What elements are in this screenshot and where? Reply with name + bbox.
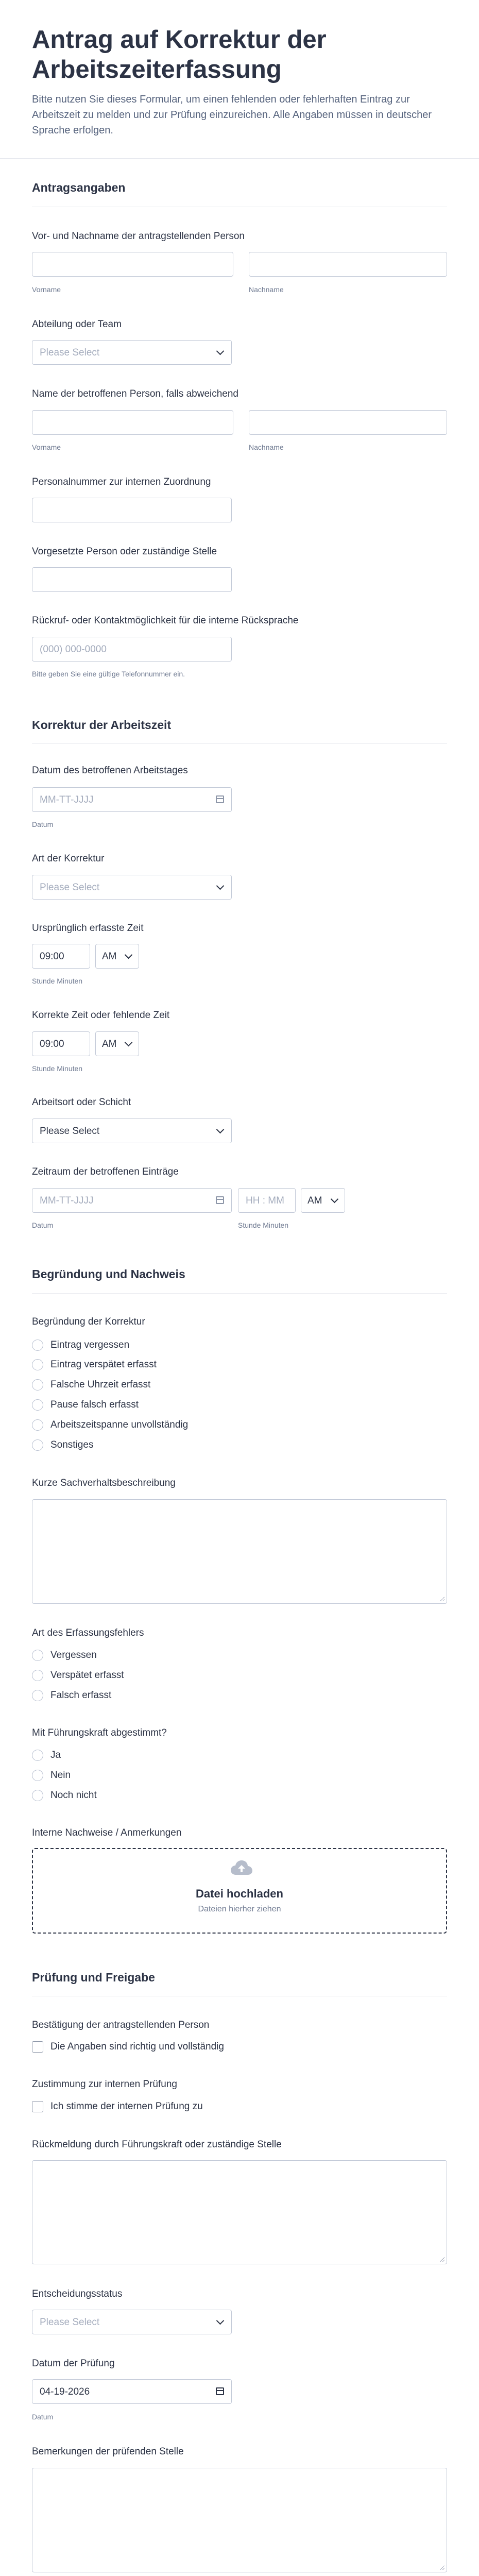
form-description: Bitte nutzen Sie dieses Formular, um einen fehlenden oder fehlerhaften Eintrag zur Arbeitszeit zu melden und zur Prüfung einzureichen. Alle Angaben müssen in deutscher Sprache erfolgen.: [32, 94, 432, 136]
section-title-pruefung: Prüfung und Freigabe: [32, 1971, 155, 1984]
reason-option[interactable]: [32, 1358, 157, 1371]
checkbox[interactable]: [32, 2041, 43, 2053]
agreed-option-label: Ja: [50, 1750, 61, 1760]
workday-date-input[interactable]: [32, 787, 232, 812]
agreed-option-label: Noch nicht: [50, 1790, 97, 1801]
radio-button[interactable]: [32, 1340, 43, 1351]
review-date-value: 04-19-2026: [40, 2386, 90, 2397]
error-option[interactable]: [32, 1689, 111, 1702]
range-date-sublabel: Datum: [32, 1221, 54, 1229]
applicant-name-label: Vor- und Nachname der antragstellenden Person: [32, 231, 245, 242]
radio-button[interactable]: [32, 1650, 43, 1661]
personnel-number-input[interactable]: [32, 498, 232, 522]
remarks-label: Bemerkungen der prüfenden Stelle: [32, 2446, 184, 2457]
reason-option-label: Eintrag vergessen: [50, 1340, 130, 1350]
review-date-input[interactable]: [32, 2379, 232, 2404]
confirmation-option-label: Die Angaben sind richtig und vollständig: [50, 2041, 224, 2052]
contact-label: Rückruf- oder Kontaktmöglichkeit für die interne Rücksprache: [32, 615, 299, 626]
reason-option-label: Falsche Uhrzeit erfasst: [50, 1379, 151, 1390]
radio-button[interactable]: [32, 1439, 43, 1451]
chevron-down-icon: [216, 1126, 225, 1134]
correct-time-sublabel: Stunde Minuten: [32, 1064, 83, 1073]
upload-subtitle: Dateien hierher ziehen: [198, 1905, 281, 1913]
error-type-label: Art des Erfassungsfehlers: [32, 1628, 144, 1638]
agreed-option-label: Nein: [50, 1770, 71, 1781]
affected-person-label: Name der betroffenen Person, falls abweichend: [32, 388, 239, 399]
reason-option[interactable]: [32, 1378, 150, 1392]
description-textarea[interactable]: [32, 1499, 447, 1604]
calendar-icon[interactable]: [216, 2387, 224, 2395]
original-time-label: Ursprünglich erfasste Zeit: [32, 923, 144, 934]
affected-last-name-sublabel: Nachname: [249, 443, 284, 451]
chevron-down-icon: [216, 2317, 225, 2325]
error-option[interactable]: [32, 1669, 124, 1682]
workday-date-sublabel: Datum: [32, 820, 54, 828]
correct-time-input[interactable]: [32, 1031, 90, 1056]
resize-handle-icon[interactable]: [439, 2257, 444, 2262]
review-date-sublabel: Datum: [32, 2413, 54, 2421]
chevron-down-icon: [125, 951, 133, 959]
header-divider: [0, 158, 479, 159]
range-time-sublabel: Stunde Minuten: [238, 1221, 289, 1229]
reason-label: Begründung der Korrektur: [32, 1316, 145, 1327]
supervisor-input[interactable]: [32, 567, 232, 592]
affected-first-name-sublabel: Vorname: [32, 443, 61, 451]
description-label: Kurze Sachverhaltsbeschreibung: [32, 1478, 176, 1488]
affected-first-name-input[interactable]: [32, 410, 233, 435]
reason-option[interactable]: [32, 1338, 129, 1352]
radio-button[interactable]: [32, 1670, 43, 1681]
correction-type-placeholder: Please Select: [40, 882, 100, 893]
feedback-textarea[interactable]: [32, 2160, 447, 2264]
review-date-label: Datum der Prüfung: [32, 2358, 115, 2369]
reason-option-label: Sonstiges: [50, 1439, 94, 1450]
range-time-input[interactable]: [238, 1188, 296, 1213]
reason-option[interactable]: [32, 1438, 93, 1452]
range-ampm-value: AM: [307, 1195, 322, 1206]
confirmation-label: Bestätigung der antragstellenden Person: [32, 2020, 210, 2030]
agreed-label: Mit Führungskraft abgestimmt?: [32, 1727, 167, 1738]
phone-input[interactable]: [32, 637, 232, 662]
correction-type-select[interactable]: [32, 875, 232, 900]
calendar-icon[interactable]: [216, 1196, 224, 1204]
consent-option-label: Ich stimme der internen Prüfung zu: [50, 2101, 203, 2112]
error-option-label: Falsch erfasst: [50, 1690, 112, 1701]
personnel-number-label: Personalnummer zur internen Zuordnung: [32, 477, 211, 487]
status-label: Entscheidungsstatus: [32, 2289, 123, 2299]
consent-option[interactable]: [32, 2100, 203, 2113]
radio-button[interactable]: [32, 1790, 43, 1801]
section-title-antragsangaben: Antragsangaben: [32, 181, 126, 194]
original-time-input[interactable]: [32, 944, 90, 969]
section-divider: [32, 743, 447, 744]
feedback-label: Rückmeldung durch Führungskraft oder zuständige Stelle: [32, 2139, 282, 2150]
location-select-value: Please Select: [40, 1126, 100, 1137]
agreed-option[interactable]: [32, 1769, 71, 1782]
calendar-icon[interactable]: [216, 795, 224, 803]
form-title: Antrag auf Korrektur der Arbeitszeiterfassung: [32, 26, 327, 83]
reason-option[interactable]: [32, 1418, 188, 1432]
agreed-option[interactable]: [32, 1789, 97, 1802]
range-time-placeholder: HH : MM: [246, 1195, 284, 1206]
section-divider: [32, 1293, 447, 1294]
original-ampm-value: AM: [102, 951, 117, 962]
range-label: Zeitraum der betroffenen Einträge: [32, 1166, 179, 1177]
workday-date-placeholder: MM-TT-JJJJ: [40, 794, 94, 805]
radio-button[interactable]: [32, 1770, 43, 1781]
range-ampm-select[interactable]: [301, 1188, 345, 1213]
reason-option[interactable]: [32, 1398, 139, 1412]
resize-handle-icon[interactable]: [439, 1596, 444, 1601]
status-select-placeholder: Please Select: [40, 2317, 100, 2328]
department-select[interactable]: [32, 340, 232, 365]
department-label: Abteilung oder Team: [32, 319, 122, 330]
chevron-down-icon: [331, 1195, 339, 1204]
range-date-input[interactable]: [32, 1188, 232, 1213]
original-time-value: 09:00: [40, 951, 64, 962]
phone-sublabel: Bitte geben Sie eine gültige Telefonnummer ein.: [32, 670, 185, 678]
chevron-down-icon: [216, 882, 225, 890]
applicant-first-name-input[interactable]: [32, 252, 233, 277]
radio-button[interactable]: [32, 1359, 43, 1370]
applicant-last-name-input[interactable]: [249, 252, 447, 277]
error-option-label: Verspätet erfasst: [50, 1670, 124, 1681]
error-option[interactable]: [32, 1649, 97, 1662]
reason-option-label: Pause falsch erfasst: [50, 1399, 139, 1410]
chevron-down-icon: [125, 1039, 133, 1047]
upload-title: Datei hochladen: [196, 1887, 283, 1900]
form-header: [32, 25, 447, 138]
chevron-down-icon: [216, 347, 225, 355]
radio-button[interactable]: [32, 1419, 43, 1431]
radio-button[interactable]: [32, 1379, 43, 1391]
resize-handle-icon[interactable]: [439, 2565, 444, 2570]
radio-button[interactable]: [32, 1690, 43, 1701]
first-name-sublabel: Vorname: [32, 285, 61, 294]
original-ampm-select[interactable]: [95, 944, 139, 969]
checkbox[interactable]: [32, 2101, 43, 2112]
affected-last-name-input[interactable]: [249, 410, 447, 435]
error-option-label: Vergessen: [50, 1650, 97, 1660]
correct-ampm-value: AM: [102, 1039, 117, 1049]
phone-input-placeholder: (000) 000-0000: [40, 644, 107, 655]
range-date-placeholder: MM-TT-JJJJ: [40, 1195, 94, 1206]
correct-time-value: 09:00: [40, 1039, 64, 1049]
remarks-textarea[interactable]: [32, 2468, 447, 2572]
consent-label: Zustimmung zur internen Prüfung: [32, 2079, 177, 2090]
notes-label: Interne Nachweise / Anmerkungen: [32, 1827, 182, 1838]
correction-type-label: Art der Korrektur: [32, 853, 105, 864]
section-title-begruendung: Begründung und Nachweis: [32, 1267, 185, 1281]
location-label: Arbeitsort oder Schicht: [32, 1097, 131, 1108]
reason-option-label: Eintrag verspätet erfasst: [50, 1359, 157, 1370]
department-select-placeholder: Please Select: [40, 347, 100, 358]
agreed-option[interactable]: [32, 1749, 61, 1762]
status-select[interactable]: [32, 2310, 232, 2334]
section-title-korrektur: Korrektur der Arbeitszeit: [32, 718, 172, 732]
confirmation-option[interactable]: [32, 2040, 224, 2054]
last-name-sublabel: Nachname: [249, 285, 284, 294]
cloud-upload-icon: [230, 1859, 253, 1876]
correct-ampm-select[interactable]: [95, 1031, 139, 1056]
supervisor-label: Vorgesetzte Person oder zuständige Stelle: [32, 546, 217, 557]
original-time-sublabel: Stunde Minuten: [32, 977, 83, 985]
location-select[interactable]: [32, 1118, 232, 1143]
workday-date-label: Datum des betroffenen Arbeitstages: [32, 765, 188, 776]
correct-time-label: Korrekte Zeit oder fehlende Zeit: [32, 1010, 170, 1021]
file-upload-dropzone[interactable]: [32, 1848, 447, 1934]
radio-button[interactable]: [32, 1399, 43, 1411]
radio-button[interactable]: [32, 1750, 43, 1761]
reason-option-label: Arbeitszeitspanne unvollständig: [50, 1419, 189, 1430]
